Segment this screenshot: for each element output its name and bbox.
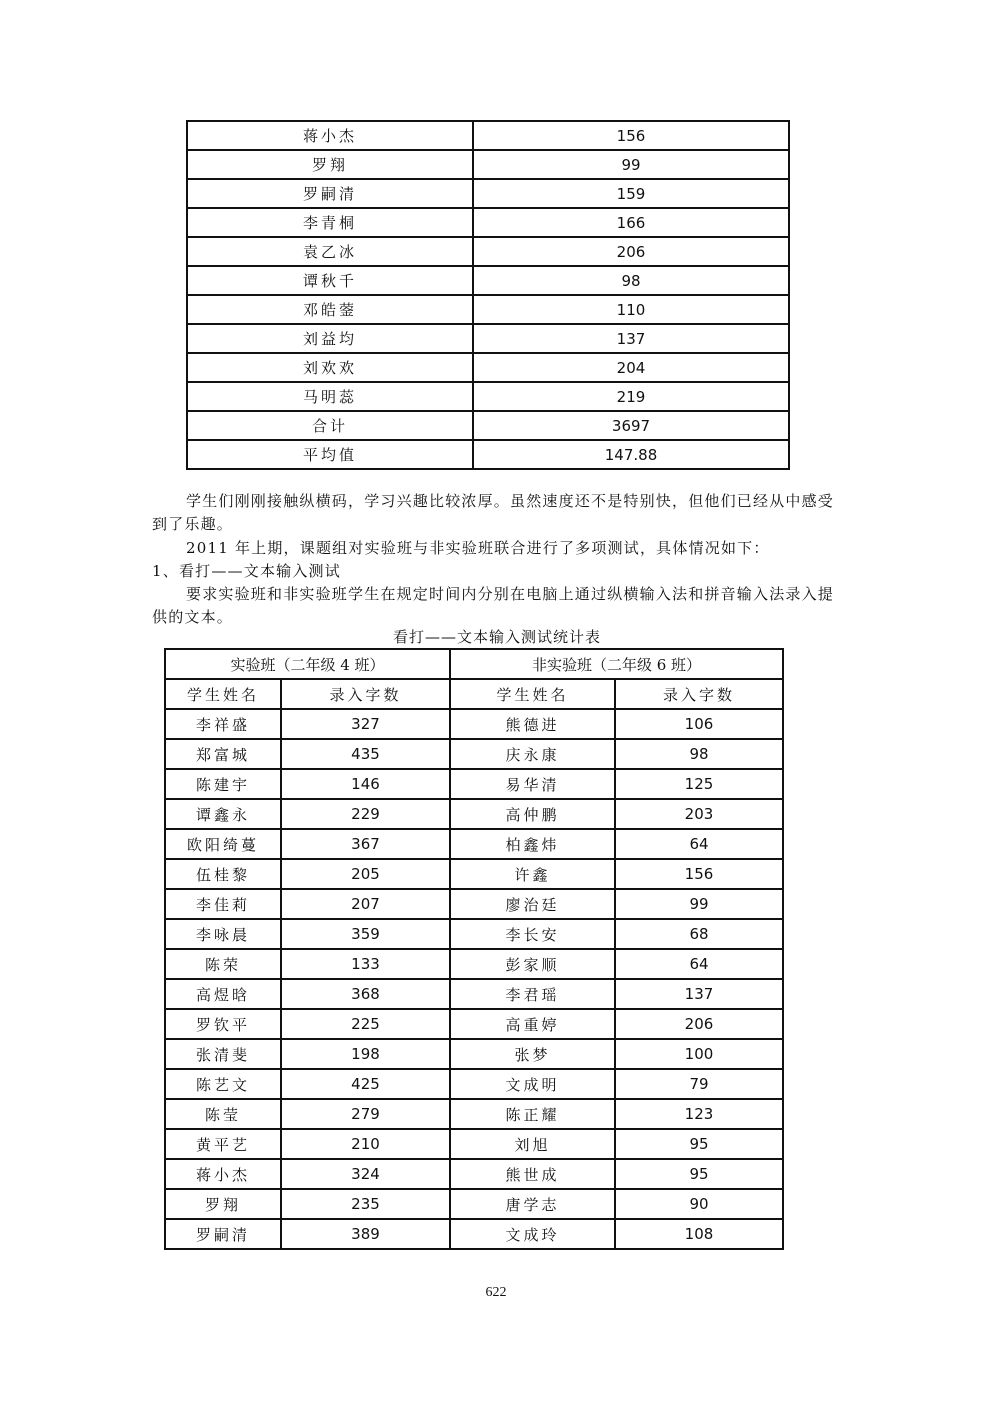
col-header-count-right: 录入字数 (615, 679, 783, 709)
ctrl-count-cell: 79 (615, 1069, 783, 1099)
page-number: 622 (485, 1285, 507, 1300)
student-name-cell: 合计 (187, 411, 473, 440)
score-cell: 99 (473, 150, 789, 179)
exp-student-name-cell: 郑富城 (165, 739, 281, 769)
exp-count-cell: 389 (281, 1219, 450, 1249)
table-row (165, 829, 783, 859)
exp-student-name-cell: 陈荣 (165, 949, 281, 979)
student-name-cell: 刘欢欢 (187, 353, 473, 382)
exp-count-cell: 324 (281, 1159, 450, 1189)
col-header-name-right: 学生姓名 (450, 679, 615, 709)
score-cell: 206 (473, 237, 789, 266)
exp-student-name-cell: 李祥盛 (165, 709, 281, 739)
ctrl-student-name-cell: 彭家顺 (450, 949, 615, 979)
table-row (187, 295, 789, 324)
exp-count-cell: 146 (281, 769, 450, 799)
table-row (165, 709, 783, 739)
ctrl-student-name-cell: 张梦 (450, 1039, 615, 1069)
ctrl-count-cell: 99 (615, 889, 783, 919)
ctrl-count-cell: 203 (615, 799, 783, 829)
ctrl-count-cell: 156 (615, 859, 783, 889)
exp-student-name-cell: 罗钦平 (165, 1009, 281, 1039)
ctrl-student-name-cell: 唐学志 (450, 1189, 615, 1219)
student-name-cell: 罗翔 (187, 150, 473, 179)
exp-student-name-cell: 高煜晗 (165, 979, 281, 1009)
exp-count-cell: 327 (281, 709, 450, 739)
ctrl-count-cell: 108 (615, 1219, 783, 1249)
ctrl-student-name-cell: 李君瑶 (450, 979, 615, 1009)
table-row (187, 324, 789, 353)
student-name-cell: 罗嗣清 (187, 179, 473, 208)
exp-count-cell: 133 (281, 949, 450, 979)
ctrl-count-cell: 90 (615, 1189, 783, 1219)
ctrl-student-name-cell: 高重婷 (450, 1009, 615, 1039)
group-header-control: 非实验班（二年级 6 班） (450, 649, 783, 679)
exp-student-name-cell: 李佳莉 (165, 889, 281, 919)
ctrl-count-cell: 125 (615, 769, 783, 799)
score-cell: 156 (473, 121, 789, 150)
ctrl-student-name-cell: 陈正耀 (450, 1099, 615, 1129)
col-header-count-left: 录入字数 (281, 679, 450, 709)
exp-student-name-cell: 欧阳绮蔓 (165, 829, 281, 859)
exp-count-cell: 235 (281, 1189, 450, 1219)
ctrl-student-name-cell: 文成明 (450, 1069, 615, 1099)
score-cell: 166 (473, 208, 789, 237)
ctrl-count-cell: 100 (615, 1039, 783, 1069)
table-row (187, 382, 789, 411)
table-row (187, 121, 789, 150)
ctrl-student-name-cell: 庆永康 (450, 739, 615, 769)
table-row (165, 859, 783, 889)
table-row (187, 411, 789, 440)
exp-count-cell: 210 (281, 1129, 450, 1159)
exp-count-cell: 229 (281, 799, 450, 829)
exp-count-cell: 205 (281, 859, 450, 889)
table-caption: 看打——文本输入测试统计表 (392, 628, 601, 646)
table-row (187, 179, 789, 208)
student-name-cell: 平均值 (187, 440, 473, 469)
score-cell: 159 (473, 179, 789, 208)
exp-count-cell: 368 (281, 979, 450, 1009)
ctrl-student-name-cell: 廖治廷 (450, 889, 615, 919)
group-header-experimental: 实验班（二年级 4 班） (165, 649, 450, 679)
table-row (165, 919, 783, 949)
exp-count-cell: 279 (281, 1099, 450, 1129)
ctrl-student-name-cell: 李长安 (450, 919, 615, 949)
ctrl-student-name-cell: 许鑫 (450, 859, 615, 889)
table-row (165, 799, 783, 829)
exp-student-name-cell: 谭鑫永 (165, 799, 281, 829)
exp-student-name-cell: 李咏晨 (165, 919, 281, 949)
ctrl-count-cell: 95 (615, 1129, 783, 1159)
ctrl-student-name-cell: 文成玲 (450, 1219, 615, 1249)
section-heading-text-input: 1、看打——文本输入测试 (152, 562, 341, 580)
student-name-cell: 谭秋千 (187, 266, 473, 295)
exp-student-name-cell: 陈莹 (165, 1099, 281, 1129)
score-cell: 3697 (473, 411, 789, 440)
student-name-cell: 刘益均 (187, 324, 473, 353)
student-name-cell: 李青桐 (187, 208, 473, 237)
table-row (187, 150, 789, 179)
col-header-name-left: 学生姓名 (165, 679, 281, 709)
table-row (165, 739, 783, 769)
paragraph-test-intro: 2011 年上期，课题组对实验班与非实验班联合进行了多项测试，具体情况如下： (186, 539, 770, 557)
score-cell: 147.88 (473, 440, 789, 469)
table-row (165, 889, 783, 919)
exp-count-cell: 367 (281, 829, 450, 859)
column-header-row (165, 679, 783, 709)
ctrl-count-cell: 95 (615, 1159, 783, 1189)
student-name-cell: 邓皓蓥 (187, 295, 473, 324)
score-cell: 137 (473, 324, 789, 353)
table-row (187, 266, 789, 295)
ctrl-student-name-cell: 熊世成 (450, 1159, 615, 1189)
table-row (165, 1159, 783, 1189)
table-row (165, 1009, 783, 1039)
exp-student-name-cell: 黄平艺 (165, 1129, 281, 1159)
ctrl-count-cell: 68 (615, 919, 783, 949)
table-row (165, 979, 783, 1009)
table-row (165, 1069, 783, 1099)
ctrl-count-cell: 137 (615, 979, 783, 1009)
table-row (165, 1099, 783, 1129)
table-row (187, 208, 789, 237)
exp-student-name-cell: 伍桂黎 (165, 859, 281, 889)
exp-count-cell: 359 (281, 919, 450, 949)
table-row (187, 237, 789, 266)
table-row (187, 353, 789, 382)
exp-count-cell: 225 (281, 1009, 450, 1039)
exp-count-cell: 435 (281, 739, 450, 769)
ctrl-student-name-cell: 易华清 (450, 769, 615, 799)
score-table-continued (186, 120, 790, 470)
student-name-cell: 马明蕊 (187, 382, 473, 411)
ctrl-student-name-cell: 熊德进 (450, 709, 615, 739)
student-name-cell: 蒋小杰 (187, 121, 473, 150)
table-row (165, 769, 783, 799)
exp-student-name-cell: 陈艺文 (165, 1069, 281, 1099)
exp-count-cell: 207 (281, 889, 450, 919)
text-input-stats-table (164, 648, 784, 1250)
ctrl-count-cell: 106 (615, 709, 783, 739)
exp-count-cell: 425 (281, 1069, 450, 1099)
exp-student-name-cell: 陈建宇 (165, 769, 281, 799)
score-cell: 98 (473, 266, 789, 295)
table-row (165, 1219, 783, 1249)
score-cell: 204 (473, 353, 789, 382)
paragraph-requirements: 要求实验班和非实验班学生在规定时间内分别在电脑上通过纵横输入法和拼音输入法录入提供的文本。 (152, 585, 835, 626)
student-name-cell: 袁乙冰 (187, 237, 473, 266)
paragraph-interest: 学生们刚刚接触纵横码，学习兴趣比较浓厚。虽然速度还不是特别快，但他们已经从中感受到了乐趣。 (152, 492, 835, 533)
group-header-row (165, 649, 783, 679)
exp-student-name-cell: 罗嗣清 (165, 1219, 281, 1249)
ctrl-student-name-cell: 刘旭 (450, 1129, 615, 1159)
table-row (165, 1189, 783, 1219)
score-cell: 219 (473, 382, 789, 411)
ctrl-count-cell: 64 (615, 949, 783, 979)
ctrl-student-name-cell: 柏鑫炜 (450, 829, 615, 859)
table-row (165, 1039, 783, 1069)
table-row (165, 1129, 783, 1159)
table-row (187, 440, 789, 469)
exp-student-name-cell: 罗翔 (165, 1189, 281, 1219)
ctrl-count-cell: 206 (615, 1009, 783, 1039)
ctrl-count-cell: 64 (615, 829, 783, 859)
score-cell: 110 (473, 295, 789, 324)
ctrl-count-cell: 98 (615, 739, 783, 769)
ctrl-student-name-cell: 高仲鹏 (450, 799, 615, 829)
exp-count-cell: 198 (281, 1039, 450, 1069)
exp-student-name-cell: 张清斐 (165, 1039, 281, 1069)
ctrl-count-cell: 123 (615, 1099, 783, 1129)
exp-student-name-cell: 蒋小杰 (165, 1159, 281, 1189)
table-row (165, 949, 783, 979)
